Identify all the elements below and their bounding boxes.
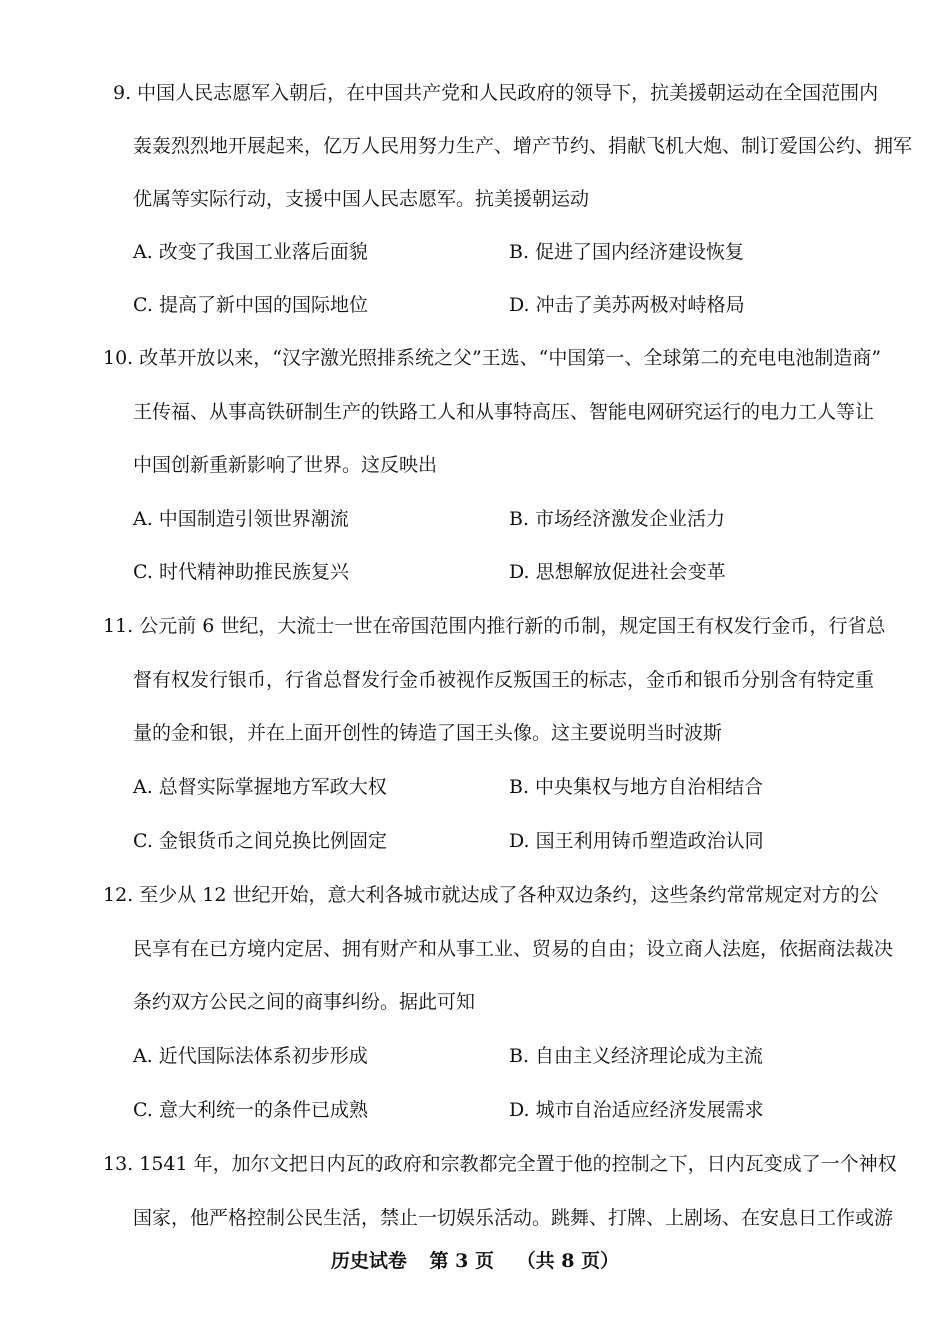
question-10-option-b: B. 市场经济激发企业活力 [509,508,726,530]
question-13-stem-line-1: 13. 1541 年，加尔文把日内瓦的政府和宗教都完全置于他的控制之下，日内瓦变成了一个神权 [103,1153,897,1175]
question-12-option-d: D. 城市自治适应经济发展需求 [509,1099,764,1121]
question-9-stem-line-1: 9. 中国人民志愿军入朝后，在中国共产党和人民政府的领导下，抗美援朝运动在全国范围内 [113,82,879,104]
question-9-stem-line-2: 轰轰烈烈地开展起来，亿万人民用努力生产、增产节约、捐献飞机大炮、制订爱国公约、拥军 [133,135,913,157]
question-10-stem-line-1: 10. 改革开放以来，“汉字激光照排系统之父”王选、“中国第一、全球第二的充电电池制造商” [103,347,882,369]
question-9-option-c: C. 提高了新中国的国际地位 [133,294,368,316]
question-12-stem-line-1: 12. 至少从 12 世纪开始，意大利各城市就达成了各种双边条约，这些条约常常规定对方的公 [103,884,879,906]
question-10-option-d: D. 思想解放促进社会变革 [509,561,726,583]
question-11-stem-line-3: 量的金和银，并在上面开创性的铸造了国王头像。这主要说明当时波斯 [133,722,723,744]
question-12-option-a: A. 近代国际法体系初步形成 [133,1045,368,1067]
question-9-option-b: B. 促进了国内经济建设恢复 [509,241,745,263]
question-11-option-d: D. 国王利用铸币塑造政治认同 [509,830,764,852]
question-10-option-a: A. 中国制造引领世界潮流 [133,508,349,530]
question-10-stem-line-3: 中国创新重新影响了世界。这反映出 [133,454,438,476]
question-12-option-b: B. 自由主义经济理论成为主流 [509,1045,764,1067]
question-9-stem-line-3: 优属等实际行动，支援中国人民志愿军。抗美援朝运动 [133,188,590,210]
question-9-option-d: D. 冲击了美苏两极对峙格局 [509,294,745,316]
question-12-option-c: C. 意大利统一的条件已成熟 [133,1099,368,1121]
footer-page-number: 第 3 页 [429,1250,494,1272]
page-footer [0,1246,950,1273]
question-10-option-c: C. 时代精神助推民族复兴 [133,561,349,583]
footer-subject: 历史试卷 [330,1250,407,1272]
question-11-option-a: A. 总督实际掌握地方军政大权 [133,776,387,798]
question-13-stem-line-2: 国家，他严格控制公民生活，禁止一切娱乐活动。跳舞、打牌、上剧场、在安息日工作或游 [133,1207,894,1229]
footer-total-pages: （共 8 页） [516,1250,620,1272]
question-10-stem-line-2: 王传福、从事高铁研制生产的铁路工人和从事特高压、智能电网研究运行的电力工人等让 [133,401,875,423]
question-11-stem-line-1: 11. 公元前 6 世纪，大流士一世在帝国范围内推行新的币制，规定国王有权发行金币，行省总 [103,615,886,637]
question-11-option-b: B. 中央集权与地方自治相结合 [509,776,764,798]
question-11-stem-line-2: 督有权发行银币，行省总督发行金币被视作反叛国王的标志，金币和银币分别含有特定重 [133,669,875,691]
question-12-stem-line-3: 条约双方公民之间的商事纠纷。据此可知 [133,991,476,1013]
question-11-option-c: C. 金银货币之间兑换比例固定 [133,830,387,852]
question-12-stem-line-2: 民享有在已方境内定居、拥有财产和从事工业、贸易的自由；设立商人法庭，依据商法裁决 [133,938,894,960]
question-9-option-a: A. 改变了我国工业落后面貌 [133,241,368,263]
